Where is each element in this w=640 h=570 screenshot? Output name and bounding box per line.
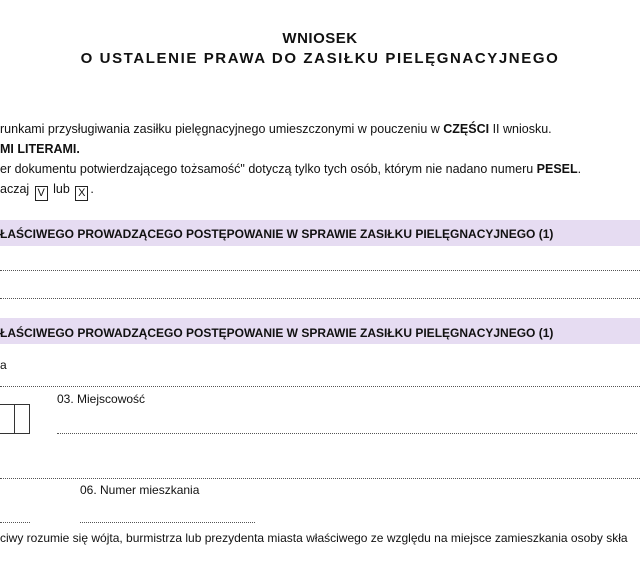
field-name-line[interactable] — [0, 386, 640, 387]
instruction-text: aczaj — [0, 182, 30, 196]
instruction-line-4 — [0, 182, 94, 201]
instruction-line-3 — [0, 162, 581, 176]
instruction-text: lub — [53, 182, 70, 196]
checkbox-check-example: V — [35, 186, 48, 201]
section-1-line-1[interactable] — [0, 270, 640, 271]
instruction-bold: CZĘŚCI — [443, 122, 490, 136]
form-subtitle: O USTALENIE PRAWA DO ZASIŁKU PIELĘGNACYJNEGO — [80, 50, 560, 67]
instruction-text: . — [90, 182, 94, 196]
section-1-title: ŁAŚCIWEGO PROWADZĄCEGO POSTĘPOWANIE W SPRAWIE ZASIŁKU PIELĘGNACYJNEGO (1) — [0, 227, 554, 241]
field-03-label: 03. Miejscowość — [57, 392, 146, 406]
field-03-input[interactable] — [57, 433, 637, 434]
instruction-text: . — [577, 162, 582, 176]
postal-code-cell[interactable] — [0, 404, 15, 434]
section-1-line-2[interactable] — [0, 298, 640, 299]
postal-code-cells[interactable] — [0, 404, 30, 432]
instruction-line-1 — [0, 122, 552, 136]
field-06-label: 06. Numer mieszkania — [80, 483, 200, 497]
checkbox-cross-example: X — [75, 186, 88, 201]
instruction-text: er dokumentu potwierdzającego tożsamość" dotyczą tylko tych osób, którym nie nadano numeru — [0, 162, 537, 176]
field-label-fragment: a — [0, 358, 7, 372]
field-05-input[interactable] — [0, 522, 30, 523]
field-06-input[interactable] — [80, 522, 255, 523]
section-2-title: ŁAŚCIWEGO PROWADZĄCEGO POSTĘPOWANIE W SPRAWIE ZASIŁKU PIELĘGNACYJNEGO (1) — [0, 326, 554, 340]
postal-code-cell[interactable] — [15, 404, 30, 434]
instruction-line-2: MI LITERAMI. — [0, 142, 80, 156]
field-street-line[interactable] — [0, 478, 640, 479]
instruction-text: runkami przysługiwania zasiłku pielęgnacyjnego umieszczonymi w pouczeniu w — [0, 122, 444, 136]
footnote: ciwy rozumie się wójta, burmistrza lub prezydenta miasta właściwego ze względu na miejsce zamieszkania osoby skła — [0, 531, 628, 545]
form-title: WNIOSEK — [282, 30, 358, 47]
instruction-bold: PESEL — [536, 162, 578, 176]
instruction-text: II wniosku. — [489, 122, 552, 136]
